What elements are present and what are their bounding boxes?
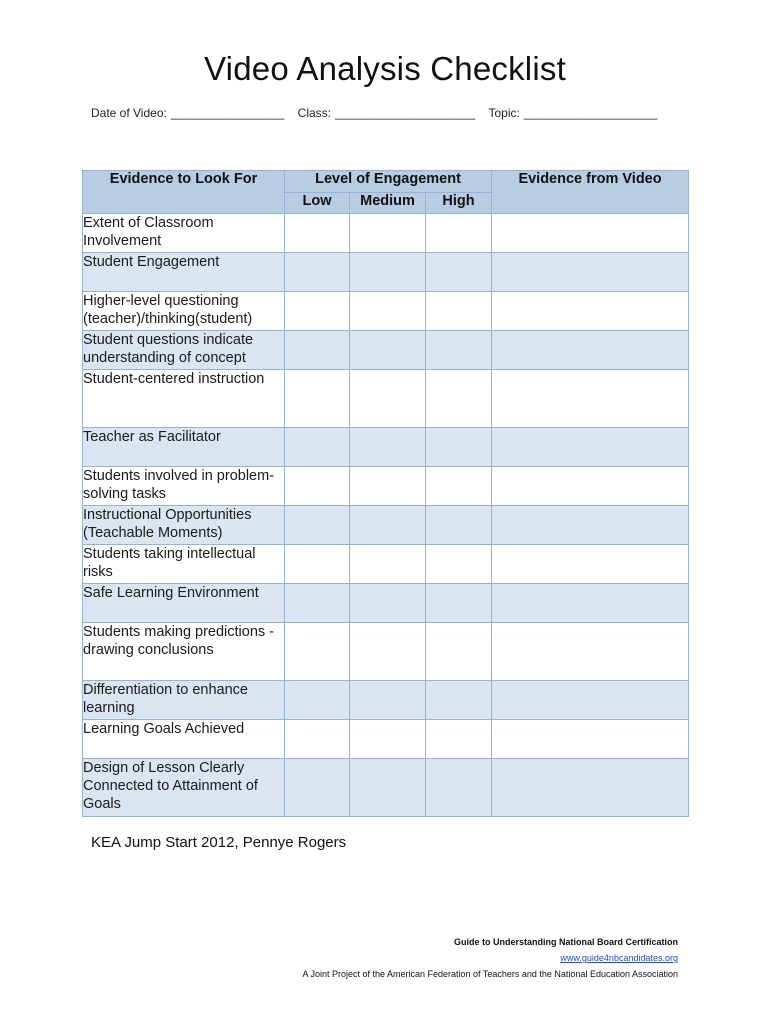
high-cell[interactable] [426,331,492,370]
evidence-from-video-cell[interactable] [492,623,689,681]
criterion-label: Design of Lesson Clearly Connected to Attainment of Goals [83,759,285,817]
table-row [83,253,689,292]
criterion-label: Instructional Opportunities (Teachable Moments) [83,506,285,545]
criterion-label: Higher-level questioning (teacher)/thinking(student) [83,292,285,331]
class-label: Class: [297,106,331,120]
low-cell[interactable] [285,720,350,759]
low-cell[interactable] [285,467,350,506]
low-cell[interactable] [285,545,350,584]
date-of-video-label: Date of Video: [91,106,167,120]
high-cell[interactable] [426,720,492,759]
low-cell[interactable] [285,428,350,467]
table-row [83,759,689,817]
high-cell[interactable] [426,292,492,331]
topic-field[interactable] [489,106,658,120]
class-field[interactable] [298,106,476,120]
criterion-label: Learning Goals Achieved [83,720,285,759]
criterion-label: Differentiation to enhance learning [83,681,285,720]
medium-cell[interactable] [350,253,426,292]
table-row [83,428,689,467]
evidence-from-video-cell[interactable] [492,506,689,545]
low-cell[interactable] [285,331,350,370]
criterion-label: Safe Learning Environment [83,584,285,623]
medium-cell[interactable] [350,681,426,720]
checklist-table [82,170,689,817]
evidence-from-video-cell[interactable] [492,214,689,253]
high-cell[interactable] [426,759,492,817]
low-cell[interactable] [285,584,350,623]
class-blank: _____________________ [335,106,476,120]
criterion-label: Students taking intellectual risks [83,545,285,584]
header-high: High [426,193,492,214]
evidence-from-video-cell[interactable] [492,584,689,623]
high-cell[interactable] [426,253,492,292]
table-row [83,467,689,506]
header-evidence-from-video: Evidence from Video [492,171,689,214]
high-cell[interactable] [426,370,492,428]
high-cell[interactable] [426,428,492,467]
low-cell[interactable] [285,623,350,681]
guide-title: Guide to Understanding National Board Certification [453,937,678,947]
low-cell[interactable] [285,681,350,720]
high-cell[interactable] [426,623,492,681]
criterion-label: Student Engagement [83,253,285,292]
table-row [83,584,689,623]
evidence-from-video-cell[interactable] [492,370,689,428]
medium-cell[interactable] [350,370,426,428]
criterion-label: Student questions indicate understanding of concept [83,331,285,370]
table-row [83,506,689,545]
criterion-label: Teacher as Facilitator [83,428,285,467]
table-row [83,331,689,370]
header-level-of-engagement: Level of Engagement [285,171,492,193]
criterion-label: Students involved in problem-solving tasks [83,467,285,506]
credit-text: KEA Jump Start 2012, Pennye Rogers [91,834,347,851]
page-title: Video Analysis Checklist [204,50,566,87]
medium-cell[interactable] [350,467,426,506]
low-cell[interactable] [285,506,350,545]
guide-link[interactable]: www.guide4nbcandidates.org [560,953,678,963]
table-row [83,370,689,428]
evidence-from-video-cell[interactable] [492,292,689,331]
low-cell[interactable] [285,253,350,292]
header-low: Low [285,193,350,214]
topic-blank: ____________________ [523,106,658,120]
table-row [83,292,689,331]
guide-footer [302,934,678,982]
medium-cell[interactable] [350,623,426,681]
high-cell[interactable] [426,681,492,720]
medium-cell[interactable] [350,545,426,584]
evidence-from-video-cell[interactable] [492,759,689,817]
medium-cell[interactable] [350,720,426,759]
low-cell[interactable] [285,214,350,253]
medium-cell[interactable] [350,331,426,370]
medium-cell[interactable] [350,506,426,545]
high-cell[interactable] [426,467,492,506]
evidence-from-video-cell[interactable] [492,545,689,584]
medium-cell[interactable] [350,584,426,623]
table-row [83,623,689,681]
table-row [83,681,689,720]
medium-cell[interactable] [350,292,426,331]
date-of-video-blank: _________________ [170,106,285,120]
low-cell[interactable] [285,292,350,331]
criterion-label: Extent of Classroom Involvement [83,214,285,253]
table-row [83,545,689,584]
table-row [83,720,689,759]
evidence-from-video-cell[interactable] [492,253,689,292]
table-row [83,214,689,253]
evidence-from-video-cell[interactable] [492,467,689,506]
criterion-label: Student-centered instruction [83,370,285,428]
evidence-from-video-cell[interactable] [492,681,689,720]
topic-label: Topic: [488,106,520,120]
header-evidence-to-look-for: Evidence to Look For [83,171,285,214]
evidence-from-video-cell[interactable] [492,428,689,467]
high-cell[interactable] [426,506,492,545]
header-fields [91,106,667,120]
date-of-video-field[interactable] [91,106,284,120]
medium-cell[interactable] [350,428,426,467]
criterion-label: Students making predictions - drawing conclusions [83,623,285,681]
header-medium: Medium [350,193,426,214]
low-cell[interactable] [285,370,350,428]
medium-cell[interactable] [350,214,426,253]
evidence-from-video-cell[interactable] [492,331,689,370]
high-cell[interactable] [426,545,492,584]
high-cell[interactable] [426,214,492,253]
high-cell[interactable] [426,584,492,623]
guide-project-note: A Joint Project of the American Federation of Teachers and the National Education Association [302,969,678,979]
low-cell[interactable] [285,759,350,817]
medium-cell[interactable] [350,759,426,817]
evidence-from-video-cell[interactable] [492,720,689,759]
